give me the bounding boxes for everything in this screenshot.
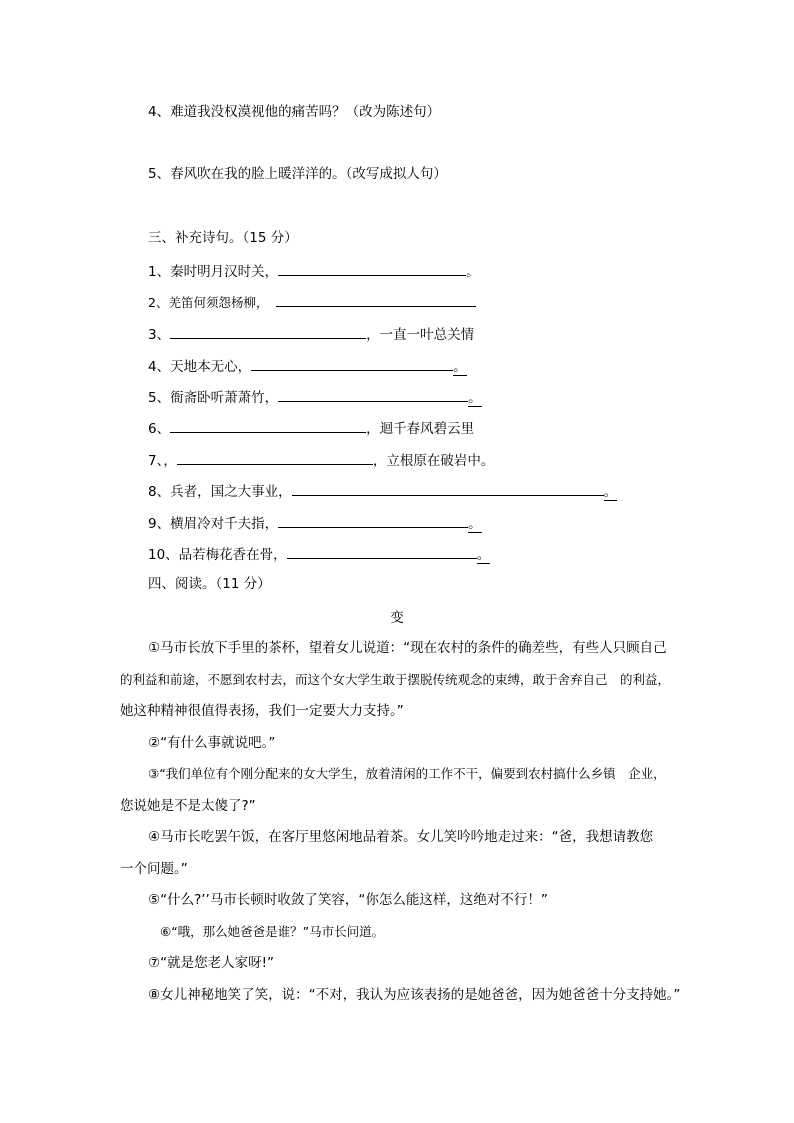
answer-blank[interactable] [292,481,604,496]
poem-item-prefix: 4、天地本无心， [148,359,252,375]
reading-title: 变 [390,610,404,626]
section-3-heading: 三、补充诗句。（15 分） [148,230,298,246]
passage-line-5: ③“我们单位有个刚分配来的女大学生，放着清闲的工作不干，偏要到农村搞什么乡镇 企业， [148,766,666,781]
passage-line-1: ①马市长放下手里的茶杯，望着女儿说道：“现在农村的条件的确差些，有些人只顾自己 [148,640,667,656]
passage-line-2: 的利益和前途，不愿到农村去，而这个女大学生敢于摆脱传统观念的束缚，敢于舍弃自己 的利益， [120,672,671,687]
poem-item-suffix: ，一直一叶总关情 [366,327,475,343]
poem-item-suffix: 。 [468,390,482,406]
poem-item-prefix: 9、横眉冷对千夫指， [148,516,279,532]
passage-line-6: 您说她是不是太傻了?” [120,798,256,814]
answer-blank[interactable] [170,324,366,339]
poem-item-7 [148,450,494,470]
poem-item-4 [148,356,467,376]
poem-item-prefix: 1、秦时明月汉时关， [148,264,279,280]
poem-item-10 [148,544,490,564]
poem-item-prefix: 10、品若梅花香在骨， [148,547,287,563]
section-4-heading: 四、阅读。（11 分） [148,576,271,592]
poem-item-suffix: 。 [476,547,491,563]
poem-item-suffix: ，迴千春风碧云里 [366,421,475,437]
poem-item-prefix: 8、兵者，国之大事业， [148,484,292,500]
passage-line-12: ⑧女儿神秘地笑了笑，说：“不对，我认为应该表扬的是她爸爸，因为她爸爸十分支持她。” [148,987,681,1003]
question-5: 5、春风吹在我的脸上暖洋洋的。（改写成拟人句） [148,166,447,182]
passage-line-8: 一个问题。” [120,861,188,877]
poem-item-suffix: ，立根原在破岩中。 [372,453,495,469]
poem-item-6 [148,418,474,438]
poem-item-1 [148,261,480,281]
poem-item-9 [148,513,482,533]
poem-item-prefix: 5、衙斋卧听萧萧竹， [148,390,279,406]
poem-item-prefix: 2、羌笛何须怨杨柳， [148,295,269,310]
passage-line-9: ⑤“什么?’’马市长顿时收敛了笑容，“你怎么能这样，这绝对不行！” [148,892,548,908]
answer-blank[interactable] [276,292,476,307]
passage-line-4: ②“有什么事就说吧。” [148,735,276,751]
poem-item-suffix: 。 [603,484,618,500]
passage-line-7: ④马市长吃罢午饭，在客厅里悠闲地品着茶。女儿笑吟吟地走过来：“爸，我想请教您 [148,829,654,845]
answer-blank[interactable] [278,513,468,528]
poem-item-8 [148,481,617,501]
poem-item-prefix: 7、， [148,453,177,469]
answer-blank[interactable] [287,544,477,559]
answer-blank[interactable] [278,261,466,276]
passage-line-11: ⑦“就是您老人家呀!” [148,955,275,971]
poem-item-suffix: 。 [453,359,467,375]
poem-item-prefix: 3、 [148,327,171,343]
passage-line-3: 她这种精神很值得表扬，我们一定要大力支持。” [120,703,404,719]
question-4: 4、难道我没权漠视他的痛苦吗？（改为陈述句） [148,104,441,120]
poem-item-5 [148,387,482,407]
answer-blank[interactable] [251,356,453,371]
poem-item-suffix: 。 [468,516,482,532]
answer-blank[interactable] [170,418,366,433]
answer-blank[interactable] [278,387,468,402]
passage-line-10: ⑥“哦，那么她爸爸是谁？”马市长问道。 [160,924,385,939]
poem-item-2 [148,292,476,312]
poem-item-prefix: 6、 [148,421,171,437]
poem-item-3 [148,324,474,344]
poem-item-suffix: 。 [466,264,480,280]
answer-blank[interactable] [177,450,373,465]
